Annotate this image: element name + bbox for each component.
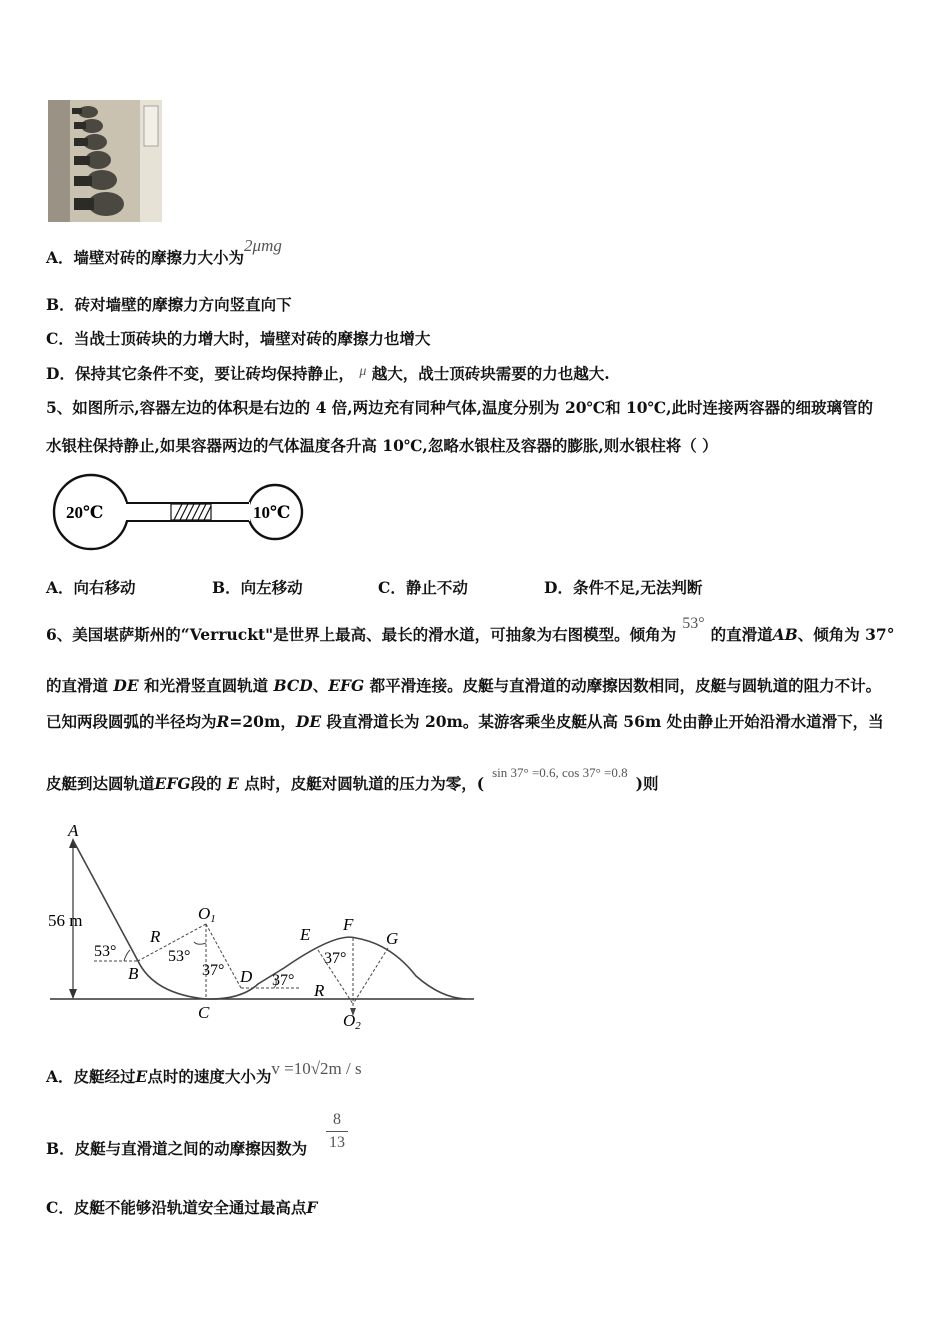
q5-stem-line2: 水银柱保持静止,如果容器两边的气体温度各升高 10℃,忽略水银柱及容器的膨胀,则水银柱将（ ）	[46, 436, 718, 455]
label-e: E	[300, 925, 311, 944]
q4-option-a-text: A．墙壁对砖的摩擦力大小为	[46, 248, 245, 267]
right-temp-label: 10℃	[253, 503, 291, 522]
label-a: A	[68, 821, 79, 840]
q4-option-c: C．当战士顶砖块的力增大时，墙壁对砖的摩擦力也增大	[46, 329, 431, 348]
q6-option-a	[46, 1059, 362, 1087]
label-r2: R	[314, 981, 325, 1000]
q6-option-a-text2: 点时的速度大小为	[147, 1067, 272, 1086]
q5-option-d: D．条件不足,无法判断	[544, 578, 703, 597]
label-d: D	[240, 967, 253, 986]
left-temp-label: 20℃	[66, 503, 104, 522]
q4-option-d-text2: 越大，战士顶砖块需要的力也越大.	[371, 364, 610, 383]
q6-slide-diagram	[46, 818, 478, 1033]
q5-option-b: B．向左移动	[212, 578, 303, 597]
q6-text-2a: 的直滑道	[46, 676, 109, 695]
q6-stem-line2	[46, 676, 881, 696]
q6-text-1a: 6、美国堪萨斯州的“Verruckt"是世界上最高、最长的滑水道，可抽象为右图模型。倾角为	[46, 625, 677, 644]
q6-stem-line1	[46, 615, 895, 646]
fraction-numerator: 8	[333, 1111, 341, 1128]
q6-option-b: B．皮艇与直滑道之间的动摩擦因数为	[46, 1139, 308, 1158]
label-b: B	[128, 964, 139, 983]
q6-option-c-f: F	[306, 1198, 318, 1217]
q5-option-a: A．向右移动	[46, 578, 136, 597]
q6-efg: EFG	[328, 676, 365, 695]
q6-text-1c: 、倾角为 37°	[797, 625, 895, 644]
q4-option-a-math: 2μmg	[244, 236, 282, 255]
q6-ab: AB	[772, 625, 798, 644]
soldiers-brick-photo	[48, 100, 162, 222]
fraction-denominator: 13	[329, 1134, 345, 1151]
q4-option-d-mu: μ	[359, 364, 367, 379]
label-53-b: 53°	[168, 948, 191, 965]
q6-text-2c: 都平滑连接。皮艇与直滑道的动摩擦因数相同，皮艇与圆轨道的阻力不计。	[369, 676, 882, 695]
q5-options	[46, 578, 702, 598]
q6-trig: sin 37° =0.6, cos 37° =0.8	[492, 765, 628, 780]
q6-option-a-e: E	[135, 1067, 148, 1086]
q6-bcd: BCD	[273, 676, 313, 695]
q6-text-3c: 段直滑道长为 20m。某游客乘坐皮艇从高 56m 处由静止开始沿滑水道滑下，当	[326, 712, 884, 731]
q6-option-a-math: v =10√2m / s	[271, 1059, 362, 1078]
q4-option-d-text1: D．保持其它条件不变，要让砖均保持静止，	[46, 364, 354, 383]
label-r1: R	[150, 927, 161, 946]
q4-option-d	[46, 364, 610, 386]
q4-option-a	[46, 236, 282, 268]
q6-text-3b: =20m，	[229, 712, 296, 731]
label-o2: O2	[343, 1011, 361, 1032]
q6-text-4c: 点时，皮艇对圆轨道的压力为零，(	[244, 774, 485, 793]
label-c: C	[198, 1003, 210, 1022]
q6-text-2b: 和光滑竖直圆轨道	[144, 676, 269, 695]
q6-de-2: DE	[295, 712, 322, 731]
q6-text-4b: 段的	[190, 774, 222, 793]
label-56m: 56 m	[48, 911, 83, 930]
q6-sep: 、	[312, 676, 329, 695]
label-f: F	[343, 915, 354, 934]
label-53-a: 53°	[94, 943, 117, 960]
q6-text-4d: )则	[635, 774, 659, 793]
q5-stem-line1: 5、如图所示,容器左边的体积是右边的 4 倍,两边充有同种气体,温度分别为 20℃和 10℃,此时连接两容器的细玻璃管的	[46, 398, 874, 417]
q6-angle53: 53°	[682, 615, 705, 632]
q6-efg-2: EFG	[154, 774, 191, 793]
label-g: G	[386, 929, 399, 948]
q6-option-a-text1: A．皮艇经过	[46, 1067, 136, 1086]
q4-option-b: B．砖对墙壁的摩擦力方向竖直向下	[46, 295, 292, 314]
q6-de: DE	[113, 676, 139, 695]
label-37-b: 37°	[272, 972, 295, 989]
q6-text-1b: 的直滑道	[710, 625, 773, 644]
label-37-c: 37°	[324, 950, 347, 967]
q6-option-c	[46, 1198, 317, 1218]
q5-container-diagram	[46, 470, 308, 560]
mercury-column	[171, 504, 211, 520]
q5-option-c: C．静止不动	[378, 578, 468, 597]
q6-text-4a: 皮艇到达圆轨道	[46, 774, 155, 793]
label-o1: O1	[198, 904, 216, 925]
q6-r: R	[216, 712, 230, 731]
label-37-a: 37°	[202, 962, 225, 979]
q6-e: E	[227, 774, 239, 793]
q6-text-3a: 已知两段圆弧的半径均为	[46, 712, 217, 731]
q6-option-c-text: C．皮艇不能够沿轨道安全通过最高点	[46, 1198, 307, 1217]
q6-stem-line3	[46, 712, 884, 732]
q6-option-b-fraction	[326, 1110, 348, 1153]
